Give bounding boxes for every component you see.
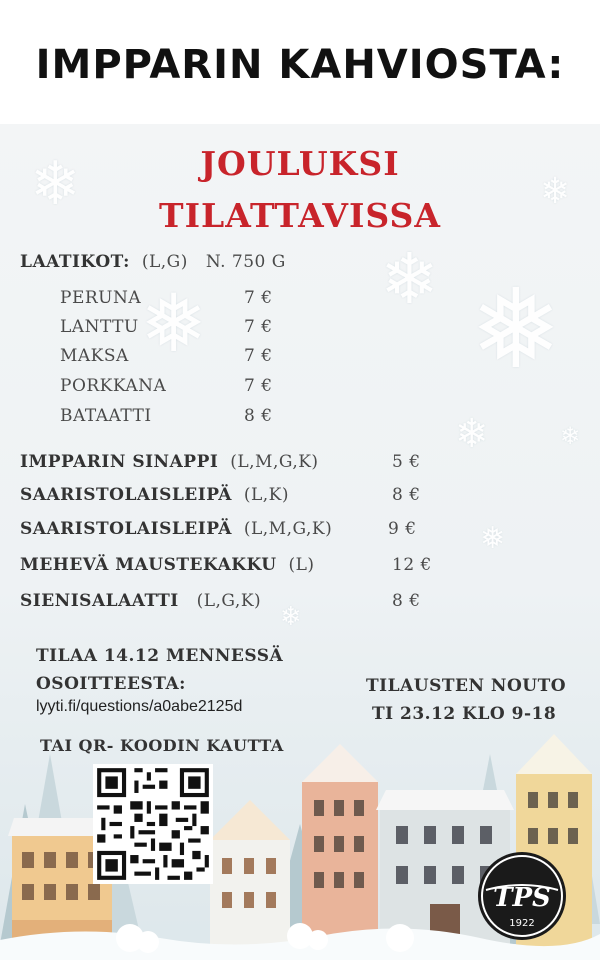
snowflake-icon: ❅	[480, 521, 506, 556]
product-diets: (L,G,K)	[196, 591, 262, 611]
product-row	[20, 555, 315, 575]
product-diets: (L,K)	[243, 485, 290, 505]
product-price: 12 €	[392, 555, 432, 575]
snowflake-icon: ❄	[560, 422, 581, 450]
product-price: 8 €	[392, 591, 421, 611]
qr-code-icon	[93, 764, 213, 884]
product-diets: (L,M,G,K)	[243, 519, 333, 539]
casseroles-heading: LAATIKOT:	[20, 252, 130, 272]
order-url[interactable]: lyyti.fi/questions/a0abe2125d	[36, 698, 243, 715]
title-line-1: JOULUKSI	[200, 144, 400, 183]
product-price: 5 €	[392, 452, 421, 472]
snowflake-icon: ❄	[540, 171, 571, 212]
poster	[0, 124, 600, 960]
order-deadline: TILAA 14.12 MENNESSÄ	[36, 646, 284, 666]
snowflake-icon: ❄	[30, 149, 81, 219]
product-name: SAARISTOLAISLEIPÄ	[20, 519, 232, 539]
product-name: SIENISALAATTI	[20, 591, 179, 611]
casserole-name: PORKKANA	[60, 376, 167, 396]
casserole-price: 7 €	[244, 346, 273, 366]
casseroles-weight: N. 750 G	[205, 252, 286, 272]
casserole-price: 7 €	[244, 317, 273, 337]
pickup-label: TILAUSTEN NOUTO	[366, 676, 567, 696]
product-diets: (L,M,G,K)	[230, 452, 319, 472]
product-diets: (L)	[288, 555, 315, 575]
product-price: 9 €	[388, 519, 417, 539]
pickup-time: TI 23.12 KLO 9-18	[372, 704, 557, 724]
casserole-name: LANTTU	[60, 317, 139, 337]
snowflake-icon: ❅	[470, 265, 563, 393]
casserole-price: 8 €	[244, 406, 273, 426]
tps-logo	[476, 850, 568, 942]
product-row	[20, 485, 289, 505]
logo-year: 1922	[509, 918, 535, 929]
casseroles-diets: (L,G)	[141, 252, 188, 272]
qr-code[interactable]	[93, 764, 213, 884]
snowflake-icon: ❅	[140, 277, 208, 370]
product-row	[20, 519, 332, 539]
product-price: 8 €	[392, 485, 421, 505]
product-name: IMPPARIN SINAPPI	[20, 452, 219, 472]
snowflake-icon: ❄	[280, 602, 302, 632]
casserole-name: PERUNA	[60, 288, 142, 308]
header-title: IMPPARIN KAHVIOSTA:	[35, 42, 565, 88]
snowflake-icon: ❄	[455, 411, 489, 457]
product-name: SAARISTOLAISLEIPÄ	[20, 485, 232, 505]
casserole-price: 7 €	[244, 288, 273, 308]
snowflake-icon: ❄	[380, 238, 439, 320]
product-row	[20, 452, 319, 472]
casserole-price: 7 €	[244, 376, 273, 396]
title-line-2: TILATTAVISSA	[159, 196, 441, 235]
casseroles-heading-row	[20, 252, 286, 272]
header	[0, 0, 600, 124]
product-row	[20, 591, 261, 611]
product-name: MEHEVÄ MAUSTEKAKKU	[20, 555, 277, 575]
order-address-label: OSOITTEESTA:	[36, 674, 186, 694]
logo-letters: TPS	[493, 883, 551, 913]
casserole-name: BATAATTI	[60, 406, 152, 426]
qr-instruction: TAI QR- KOODIN KAUTTA	[40, 736, 284, 755]
casserole-name: MAKSA	[60, 346, 129, 366]
